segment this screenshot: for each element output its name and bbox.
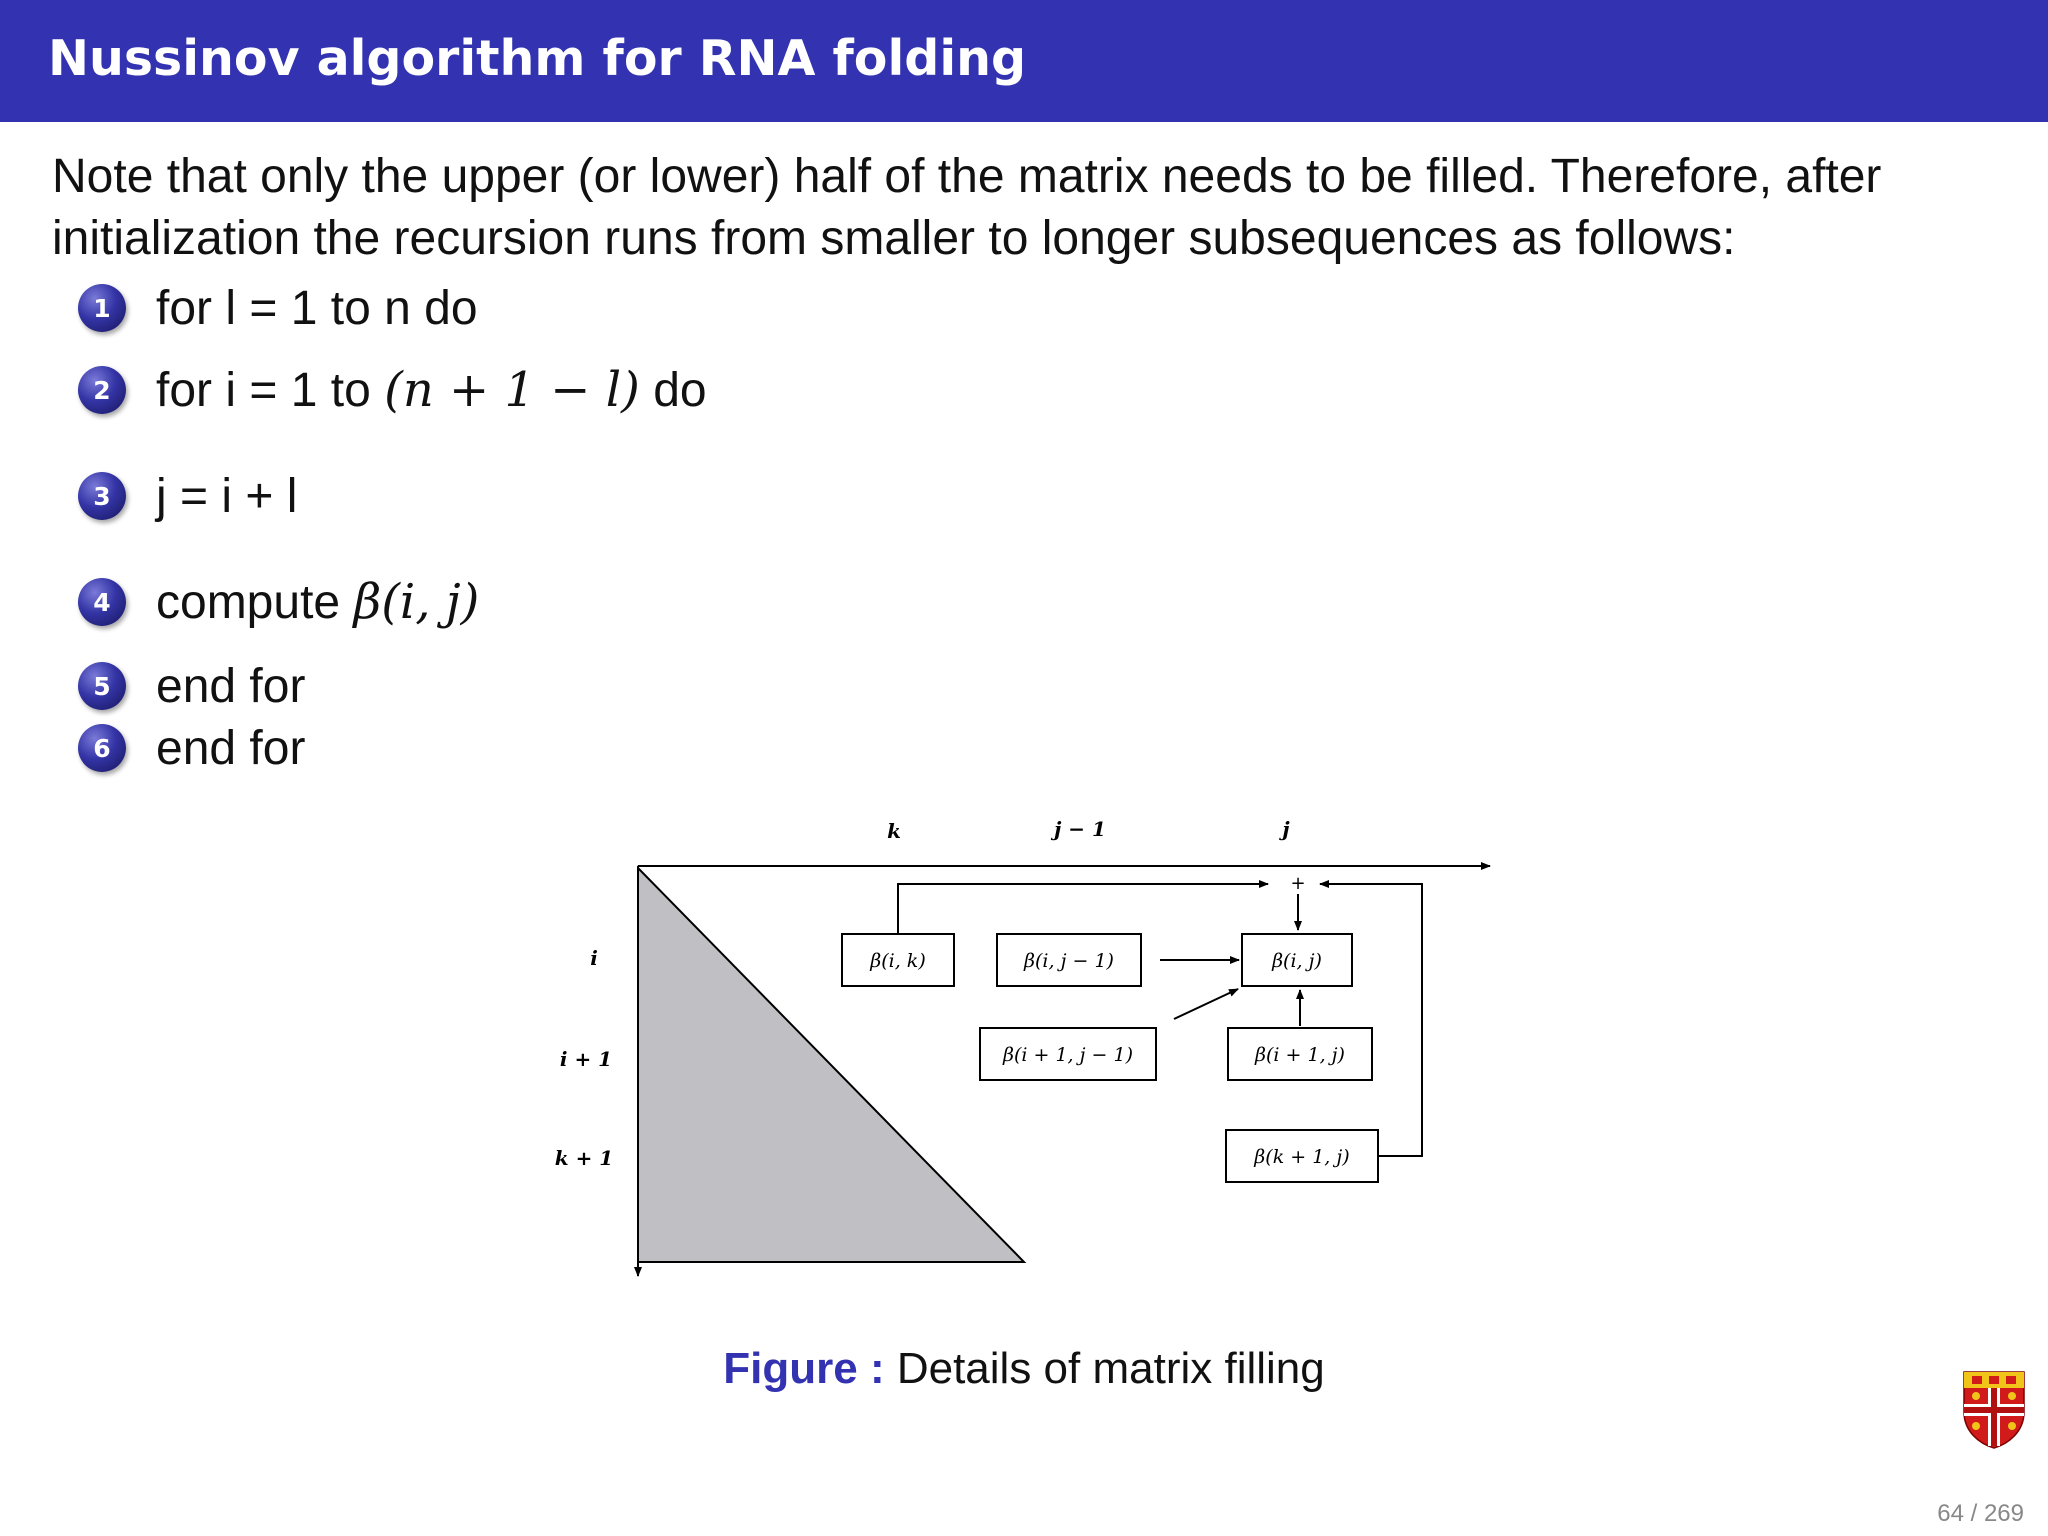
step-math: β(i, j) — [353, 574, 480, 630]
matrix-filling-diagram — [540, 800, 1500, 1290]
arrow-from-beta-i-plus-1-j-minus-1 — [1174, 989, 1238, 1019]
col-label-j: j — [1282, 817, 1290, 841]
intro-line-1: Note that only the upper (or lower) half of the matrix needs to be filled. Therefore, after — [52, 150, 1882, 203]
step-text-prefix: for i = 1 to — [156, 364, 385, 417]
row-label-i: i — [590, 946, 598, 970]
step-number-badge: 4 — [78, 578, 126, 626]
cell-label: β(i, j) — [1272, 950, 1322, 972]
step-item — [78, 360, 707, 420]
figure-caption — [0, 1344, 2048, 1394]
row-label-i-plus-1: i + 1 — [559, 1047, 613, 1071]
university-crest-icon — [1962, 1370, 2026, 1450]
step-text: for l = 1 to n do — [156, 281, 478, 335]
row-label-k-plus-1: k + 1 — [554, 1146, 614, 1170]
slide-header — [0, 0, 2048, 122]
col-label-k: k — [887, 819, 901, 843]
step-text — [156, 574, 479, 630]
step-text: j = i + l — [156, 469, 298, 523]
step-item — [78, 278, 478, 338]
step-number-badge: 1 — [78, 284, 126, 332]
step-number-badge: 5 — [78, 662, 126, 710]
page-number: 64 / 269 — [1937, 1500, 2024, 1527]
step-item — [78, 466, 298, 526]
arrow-from-beta-i-k — [898, 884, 1268, 934]
step-item — [78, 718, 306, 778]
step-number-badge: 3 — [78, 472, 126, 520]
filled-triangle-region — [638, 868, 1024, 1262]
col-label-j-minus-1: j − 1 — [1054, 817, 1106, 841]
intro-paragraph — [52, 146, 2012, 270]
step-number-badge: 6 — [78, 724, 126, 772]
step-text-suffix: do — [639, 364, 707, 417]
plus-sign: + — [1290, 873, 1306, 894]
cell-label: β(i + 1, j − 1) — [1002, 1044, 1134, 1066]
step-math: (n + 1 − l) — [384, 362, 640, 418]
intro-line-2: initialization the recursion runs from smaller to longer subsequences as follows: — [52, 212, 1736, 265]
figure-caption-text: Details of matrix filling — [896, 1344, 1325, 1393]
cell-label: β(k + 1, j) — [1254, 1146, 1350, 1168]
step-text-prefix: compute — [156, 576, 354, 629]
step-text: end for — [156, 721, 306, 775]
slide-title: Nussinov algorithm for RNA folding — [48, 30, 1027, 87]
step-item — [78, 572, 480, 632]
step-item — [78, 656, 306, 716]
step-number-badge: 2 — [78, 366, 126, 414]
arrow-from-beta-k-plus-1-j — [1320, 884, 1422, 1156]
step-text: end for — [156, 659, 306, 713]
cell-label: β(i + 1, j) — [1255, 1044, 1345, 1066]
step-text — [156, 362, 707, 418]
cell-label: β(i, k) — [870, 950, 926, 972]
figure-caption-label: Figure : — [723, 1344, 885, 1393]
cell-label: β(i, j − 1) — [1024, 950, 1114, 972]
